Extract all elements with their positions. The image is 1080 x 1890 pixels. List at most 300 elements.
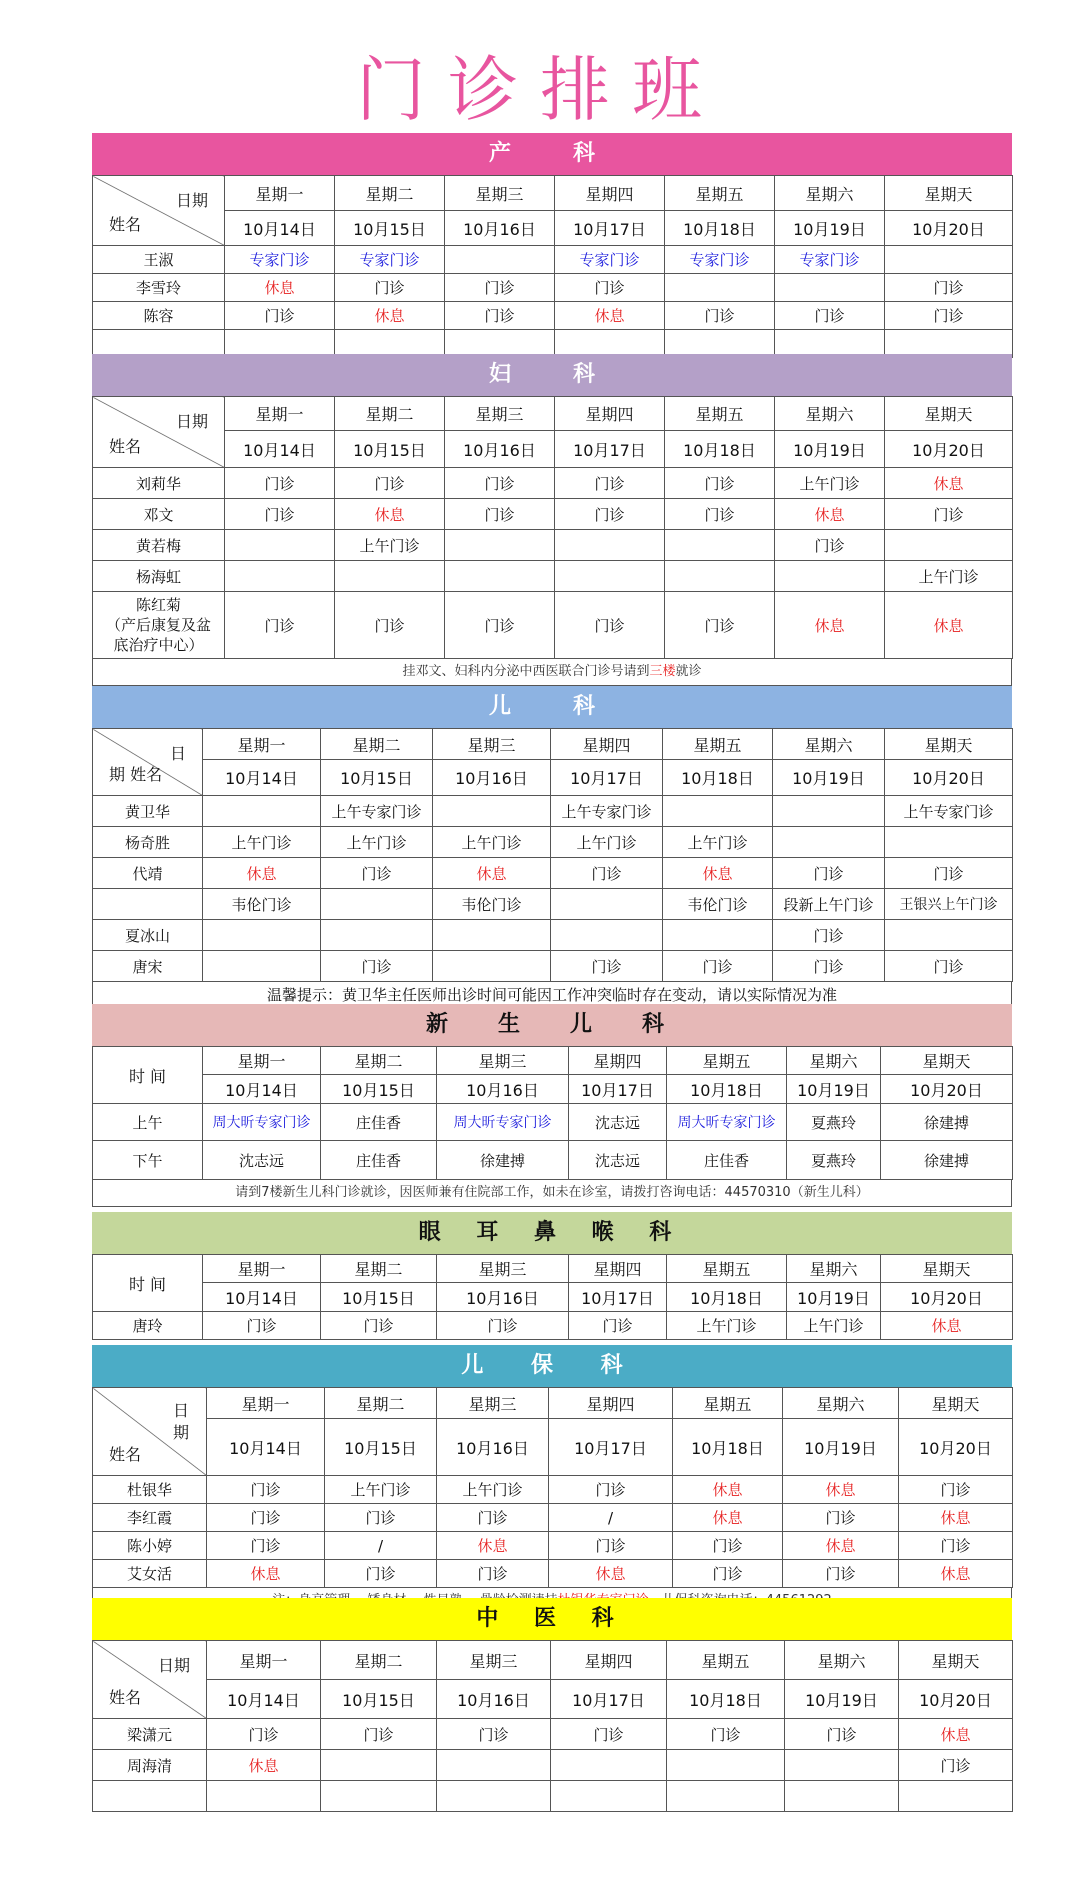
date-1: 10月14日 (225, 431, 335, 468)
schedule-cell (207, 1781, 321, 1812)
weekday-3: 星期三 (437, 1047, 569, 1075)
date-4: 10月17日 (555, 431, 665, 468)
page-title: 门诊排班 (356, 49, 724, 131)
schedule-cell: 韦伦门诊 (433, 889, 551, 920)
date-1: 10月14日 (203, 1283, 321, 1312)
schedule-cell (551, 889, 663, 920)
weekday-4: 星期四 (555, 176, 665, 211)
schedule-cell: 休息 (433, 858, 551, 889)
schedule-cell (437, 1750, 551, 1781)
schedule-cell: 门诊 (207, 1532, 325, 1560)
weekday-7: 星期天 (881, 1255, 1013, 1283)
table-row (93, 530, 1013, 561)
date-3: 10月16日 (437, 1075, 569, 1104)
doctor-name: 王淑 (93, 246, 225, 274)
schedule-cell: 休息 (899, 1504, 1013, 1532)
weekday-4: 星期四 (569, 1255, 667, 1283)
schedule-cell (667, 1781, 785, 1812)
schedule-cell (773, 796, 885, 827)
schedule-cell: 门诊 (321, 858, 433, 889)
weekday-row (93, 1047, 1013, 1075)
doctor-name: 李雪玲 (93, 274, 225, 302)
schedule-cell (433, 951, 551, 982)
header-corner (93, 176, 225, 246)
schedule-cell: 门诊 (445, 274, 555, 302)
date-3: 10月16日 (437, 1283, 569, 1312)
schedule-cell: 休息 (885, 592, 1013, 659)
schedule-cell: 门诊 (899, 1532, 1013, 1560)
schedule-cell (663, 920, 773, 951)
schedule-cell: 专家门诊 (555, 246, 665, 274)
doctor-name: 杜银华 (93, 1476, 207, 1504)
date-6: 10月19日 (787, 1283, 881, 1312)
schedule-cell (203, 951, 321, 982)
schedule-cell: 上午门诊 (667, 1312, 787, 1340)
schedule-cell (665, 530, 775, 561)
schedule-cell: 门诊 (783, 1560, 899, 1588)
corner-time-label: 时 间 (128, 1066, 167, 1086)
doctor-name: 代靖 (93, 858, 203, 889)
weekday-7: 星期天 (885, 729, 1013, 760)
weekday-7: 星期天 (899, 1641, 1013, 1680)
schedule-cell: 门诊 (663, 951, 773, 982)
corner-name-label: 姓名 (109, 1445, 142, 1464)
section-banner: 眼 耳 鼻 喉 科 (92, 1212, 1012, 1254)
doctor-name (93, 1781, 207, 1812)
weekday-5: 星期五 (665, 176, 775, 211)
schedule-cell: 沈志远 (569, 1104, 667, 1141)
weekday-5: 星期五 (665, 397, 775, 431)
corner-name-label: 期 姓名 (109, 765, 163, 784)
schedule-cell: 门诊 (445, 468, 555, 499)
date-3: 10月16日 (437, 1419, 549, 1476)
schedule-cell: 上午门诊 (663, 827, 773, 858)
schedule-cell: 休息 (663, 858, 773, 889)
weekday-4: 星期四 (549, 1388, 673, 1419)
corner-name-label: 姓名 (109, 1688, 142, 1707)
schedule-cell: 门诊 (885, 274, 1013, 302)
schedule-cell: 门诊 (773, 920, 885, 951)
section-erbao (92, 1345, 1012, 1615)
schedule-table (92, 1640, 1013, 1812)
schedule-cell: 夏燕玲 (787, 1141, 881, 1180)
schedule-cell: 门诊 (783, 1504, 899, 1532)
schedule-cell: 门诊 (335, 592, 445, 659)
date-6: 10月19日 (773, 760, 885, 796)
schedule-cell: 门诊 (885, 302, 1013, 330)
date-4: 10月17日 (551, 1680, 667, 1719)
date-2: 10月15日 (335, 211, 445, 246)
weekday-4: 星期四 (555, 397, 665, 431)
schedule-cell: 门诊 (555, 468, 665, 499)
doctor-name-line: （产后康复及盆 (105, 616, 211, 634)
section-erke (92, 686, 1012, 1009)
weekday-6: 星期六 (785, 1641, 899, 1680)
schedule-cell (433, 920, 551, 951)
schedule-cell: 门诊 (325, 1504, 437, 1532)
schedule-cell: 门诊 (437, 1560, 549, 1588)
date-3: 10月16日 (437, 1680, 551, 1719)
doctor-name: 杨海虹 (93, 561, 225, 592)
header-corner (93, 1255, 203, 1312)
schedule-cell: 门诊 (773, 951, 885, 982)
date-7: 10月20日 (881, 1283, 1013, 1312)
weekday-7: 星期天 (899, 1388, 1013, 1419)
doctor-name-line: 陈红菊 (135, 596, 181, 614)
schedule-cell: 专家门诊 (665, 246, 775, 274)
table-row (93, 1560, 1013, 1588)
schedule-table (92, 1046, 1013, 1180)
weekday-5: 星期五 (667, 1047, 787, 1075)
weekday-5: 星期五 (667, 1255, 787, 1283)
schedule-cell: 上午门诊 (775, 468, 885, 499)
schedule-cell: 门诊 (321, 1312, 437, 1340)
date-4: 10月17日 (569, 1283, 667, 1312)
doctor-name: 陈小婷 (93, 1532, 207, 1560)
schedule-cell: 上午门诊 (437, 1476, 549, 1504)
schedule-cell: 徐建搏 (881, 1104, 1013, 1141)
schedule-cell (665, 274, 775, 302)
date-4: 10月17日 (549, 1419, 673, 1476)
schedule-cell (321, 920, 433, 951)
corner-date-label: 日期 (175, 191, 208, 210)
weekday-1: 星期一 (225, 176, 335, 211)
date-1: 10月14日 (203, 1075, 321, 1104)
date-7: 10月20日 (885, 760, 1013, 796)
date-6: 10月19日 (775, 431, 885, 468)
schedule-cell (203, 796, 321, 827)
date-7: 10月20日 (885, 431, 1013, 468)
section-yanerbihou (92, 1212, 1012, 1340)
schedule-cell (225, 561, 335, 592)
weekday-2: 星期二 (335, 176, 445, 211)
schedule-cell: / (325, 1532, 437, 1560)
table-row (93, 889, 1013, 920)
date-5: 10月18日 (667, 1075, 787, 1104)
schedule-cell (663, 796, 773, 827)
schedule-cell: 专家门诊 (225, 246, 335, 274)
schedule-cell: 门诊 (673, 1560, 783, 1588)
schedule-cell: 休息 (885, 468, 1013, 499)
weekday-4: 星期四 (551, 1641, 667, 1680)
date-1: 10月14日 (207, 1680, 321, 1719)
doctor-name: 夏冰山 (93, 920, 203, 951)
schedule-cell (433, 796, 551, 827)
date-2: 10月15日 (321, 1075, 437, 1104)
schedule-cell: 休息 (775, 499, 885, 530)
weekday-row (93, 176, 1013, 211)
schedule-cell: 周大昕专家门诊 (437, 1104, 569, 1141)
date-7: 10月20日 (899, 1680, 1013, 1719)
date-1: 10月14日 (225, 211, 335, 246)
schedule-cell (555, 530, 665, 561)
schedule-cell: 门诊 (549, 1532, 673, 1560)
schedule-cell: 上午门诊 (335, 530, 445, 561)
weekday-2: 星期二 (321, 1047, 437, 1075)
date-row (93, 1680, 1013, 1719)
schedule-cell: 上午门诊 (885, 561, 1013, 592)
doctor-name: 上午 (93, 1104, 203, 1141)
table-row (93, 827, 1013, 858)
weekday-6: 星期六 (775, 176, 885, 211)
date-3: 10月16日 (445, 431, 555, 468)
schedule-cell: 门诊 (775, 530, 885, 561)
schedule-table (92, 396, 1013, 659)
corner-time-label: 时 间 (128, 1274, 167, 1294)
schedule-cell: 门诊 (325, 1560, 437, 1588)
weekday-row (93, 1388, 1013, 1419)
weekday-row (93, 1641, 1013, 1680)
header-corner (93, 729, 203, 796)
schedule-cell: 休息 (335, 302, 445, 330)
doctor-name (93, 889, 203, 920)
schedule-cell: 门诊 (899, 1750, 1013, 1781)
schedule-cell (885, 246, 1013, 274)
schedule-cell: 门诊 (665, 499, 775, 530)
schedule-table (92, 1254, 1013, 1340)
schedule-cell: 沈志远 (203, 1141, 321, 1180)
schedule-cell: 徐建搏 (881, 1141, 1013, 1180)
table-row (93, 1141, 1013, 1180)
schedule-cell: 门诊 (667, 1719, 785, 1750)
corner-date-label: 日期 (172, 1401, 189, 1442)
schedule-cell: 休息 (881, 1312, 1013, 1340)
section-banner: 产 科 (92, 133, 1012, 175)
schedule-cell: 门诊 (885, 858, 1013, 889)
schedule-cell (437, 1781, 551, 1812)
doctor-name: 周海清 (93, 1750, 207, 1781)
table-row (93, 246, 1013, 274)
schedule-cell: 上午专家门诊 (885, 796, 1013, 827)
schedule-cell: 门诊 (203, 1312, 321, 1340)
table-row (93, 796, 1013, 827)
schedule-cell: 门诊 (335, 468, 445, 499)
weekday-1: 星期一 (203, 729, 321, 760)
schedule-cell: 门诊 (549, 1476, 673, 1504)
doctor-name: 刘莉华 (93, 468, 225, 499)
schedule-cell: 门诊 (225, 468, 335, 499)
schedule-cell: 门诊 (673, 1532, 783, 1560)
schedule-cell: 休息 (673, 1504, 783, 1532)
schedule-cell (665, 561, 775, 592)
schedule-cell: 门诊 (555, 274, 665, 302)
schedule-cell: 门诊 (665, 302, 775, 330)
schedule-cell: 周大昕专家门诊 (203, 1104, 321, 1141)
schedule-cell (551, 1781, 667, 1812)
weekday-2: 星期二 (325, 1388, 437, 1419)
schedule-cell: 门诊 (569, 1312, 667, 1340)
date-6: 10月19日 (775, 211, 885, 246)
date-row (93, 1419, 1013, 1476)
schedule-cell: 门诊 (551, 1719, 667, 1750)
section-note: 请到7楼新生儿科门诊就诊，因医师兼有住院部工作，如未在诊室，请拨打咨询电话：44570310（新生儿科） (92, 1180, 1012, 1207)
weekday-5: 星期五 (673, 1388, 783, 1419)
date-1: 10月14日 (203, 760, 321, 796)
weekday-row (93, 1255, 1013, 1283)
schedule-cell: 周大昕专家门诊 (667, 1104, 787, 1141)
weekday-4: 星期四 (569, 1047, 667, 1075)
table-row (93, 1532, 1013, 1560)
schedule-cell: 门诊 (321, 951, 433, 982)
corner-name-label: 姓名 (109, 437, 142, 456)
weekday-3: 星期三 (433, 729, 551, 760)
schedule-cell: 休息 (783, 1532, 899, 1560)
schedule-cell: 门诊 (665, 468, 775, 499)
weekday-1: 星期一 (225, 397, 335, 431)
doctor-name: 陈容 (93, 302, 225, 330)
schedule-cell (445, 246, 555, 274)
schedule-cell: 门诊 (335, 274, 445, 302)
doctor-name: 艾女活 (93, 1560, 207, 1588)
schedule-cell: 沈志远 (569, 1141, 667, 1180)
schedule-cell: 徐建搏 (437, 1141, 569, 1180)
schedule-cell (667, 1750, 785, 1781)
doctor-name: 李红霞 (93, 1504, 207, 1532)
schedule-cell: 段新上午门诊 (773, 889, 885, 920)
table-row (93, 1476, 1013, 1504)
schedule-cell: 上午专家门诊 (551, 796, 663, 827)
weekday-6: 星期六 (773, 729, 885, 760)
date-5: 10月18日 (665, 431, 775, 468)
schedule-cell: 门诊 (437, 1504, 549, 1532)
date-5: 10月18日 (667, 1283, 787, 1312)
note-text-tail: 就诊 (675, 664, 702, 679)
table-row (93, 499, 1013, 530)
schedule-cell (773, 827, 885, 858)
schedule-cell: 门诊 (555, 592, 665, 659)
schedule-cell (555, 561, 665, 592)
doctor-name: 唐宋 (93, 951, 203, 982)
table-row (93, 274, 1013, 302)
date-5: 10月18日 (667, 1680, 785, 1719)
schedule-cell: 门诊 (207, 1476, 325, 1504)
schedule-cell (899, 1781, 1013, 1812)
schedule-cell: 门诊 (885, 951, 1013, 982)
section-banner: 妇 科 (92, 354, 1012, 396)
table-row (93, 1750, 1013, 1781)
date-6: 10月19日 (787, 1075, 881, 1104)
weekday-3: 星期三 (437, 1255, 569, 1283)
schedule-cell (775, 274, 885, 302)
section-note: 温馨提示：黄卫华主任医师出诊时间可能因工作冲突临时存在变动，请以实际情况为准 (92, 982, 1012, 1009)
schedule-cell: 韦伦门诊 (663, 889, 773, 920)
schedule-cell: 休息 (673, 1476, 783, 1504)
section-note (92, 659, 1012, 686)
weekday-1: 星期一 (207, 1388, 325, 1419)
schedule-cell: 庄佳香 (667, 1141, 787, 1180)
schedule-cell: 门诊 (785, 1719, 899, 1750)
schedule-cell (885, 827, 1013, 858)
schedule-cell: 门诊 (551, 858, 663, 889)
corner-name-label: 姓名 (109, 215, 142, 234)
weekday-7: 星期天 (881, 1047, 1013, 1075)
schedule-cell (551, 1750, 667, 1781)
header-corner (93, 1047, 203, 1104)
schedule-cell (335, 561, 445, 592)
schedule-cell: 夏燕玲 (787, 1104, 881, 1141)
schedule-cell (885, 530, 1013, 561)
schedule-cell: 休息 (899, 1719, 1013, 1750)
schedule-cell: 休息 (207, 1750, 321, 1781)
schedule-cell: 门诊 (445, 499, 555, 530)
note-highlight: 三楼 (649, 664, 676, 679)
weekday-6: 星期六 (775, 397, 885, 431)
corner-date-label: 日期 (175, 412, 208, 431)
schedule-cell: 休息 (899, 1560, 1013, 1588)
header-corner (93, 397, 225, 468)
weekday-2: 星期二 (321, 1641, 437, 1680)
schedule-cell: 门诊 (555, 499, 665, 530)
date-5: 10月18日 (665, 211, 775, 246)
schedule-cell: 门诊 (437, 1719, 551, 1750)
schedule-cell: 专家门诊 (775, 246, 885, 274)
date-6: 10月19日 (783, 1419, 899, 1476)
weekday-2: 星期二 (335, 397, 445, 431)
doctor-name: 下午 (93, 1141, 203, 1180)
date-4: 10月17日 (551, 760, 663, 796)
table-row (93, 1781, 1013, 1812)
schedule-table (92, 175, 1013, 358)
doctor-name: 黄若梅 (93, 530, 225, 561)
schedule-cell: 上午专家门诊 (321, 796, 433, 827)
note-text: 挂邓文、妇科内分泌中西医联合门诊号请到 (402, 664, 650, 679)
schedule-cell (885, 920, 1013, 951)
date-2: 10月15日 (321, 1283, 437, 1312)
schedule-cell: 休息 (225, 274, 335, 302)
weekday-6: 星期六 (787, 1255, 881, 1283)
date-3: 10月16日 (445, 211, 555, 246)
weekday-5: 星期五 (667, 1641, 785, 1680)
schedule-cell (551, 920, 663, 951)
date-2: 10月15日 (335, 431, 445, 468)
schedule-cell: 上午门诊 (551, 827, 663, 858)
schedule-cell (785, 1781, 899, 1812)
date-2: 10月15日 (321, 1680, 437, 1719)
schedule-cell: 上午门诊 (325, 1476, 437, 1504)
doctor-name-line: 底治疗中心） (113, 636, 204, 654)
schedule-cell: 门诊 (445, 592, 555, 659)
weekday-3: 星期三 (445, 397, 555, 431)
date-row (93, 211, 1013, 246)
schedule-cell: 休息 (549, 1560, 673, 1588)
doctor-name: 黄卫华 (93, 796, 203, 827)
schedule-cell (775, 561, 885, 592)
weekday-4: 星期四 (551, 729, 663, 760)
schedule-cell: 韦伦门诊 (203, 889, 321, 920)
date-row (93, 431, 1013, 468)
section-banner: 儿 保 科 (92, 1345, 1012, 1387)
schedule-cell: 上午门诊 (203, 827, 321, 858)
date-4: 10月17日 (569, 1075, 667, 1104)
date-row (93, 1075, 1013, 1104)
schedule-cell: 门诊 (885, 499, 1013, 530)
date-4: 10月17日 (555, 211, 665, 246)
date-5: 10月18日 (663, 760, 773, 796)
schedule-cell: 休息 (555, 302, 665, 330)
schedule-cell: 庄佳香 (321, 1104, 437, 1141)
schedule-cell: 门诊 (225, 302, 335, 330)
section-chanke (92, 133, 1012, 358)
table-row (93, 1104, 1013, 1141)
schedule-cell: 休息 (207, 1560, 325, 1588)
weekday-6: 星期六 (783, 1388, 899, 1419)
weekday-3: 星期三 (437, 1388, 549, 1419)
section-zhongyi (92, 1598, 1012, 1812)
weekday-1: 星期一 (203, 1255, 321, 1283)
schedule-cell: 休息 (775, 592, 885, 659)
section-banner: 新 生 儿 科 (92, 1004, 1012, 1046)
date-2: 10月15日 (321, 760, 433, 796)
